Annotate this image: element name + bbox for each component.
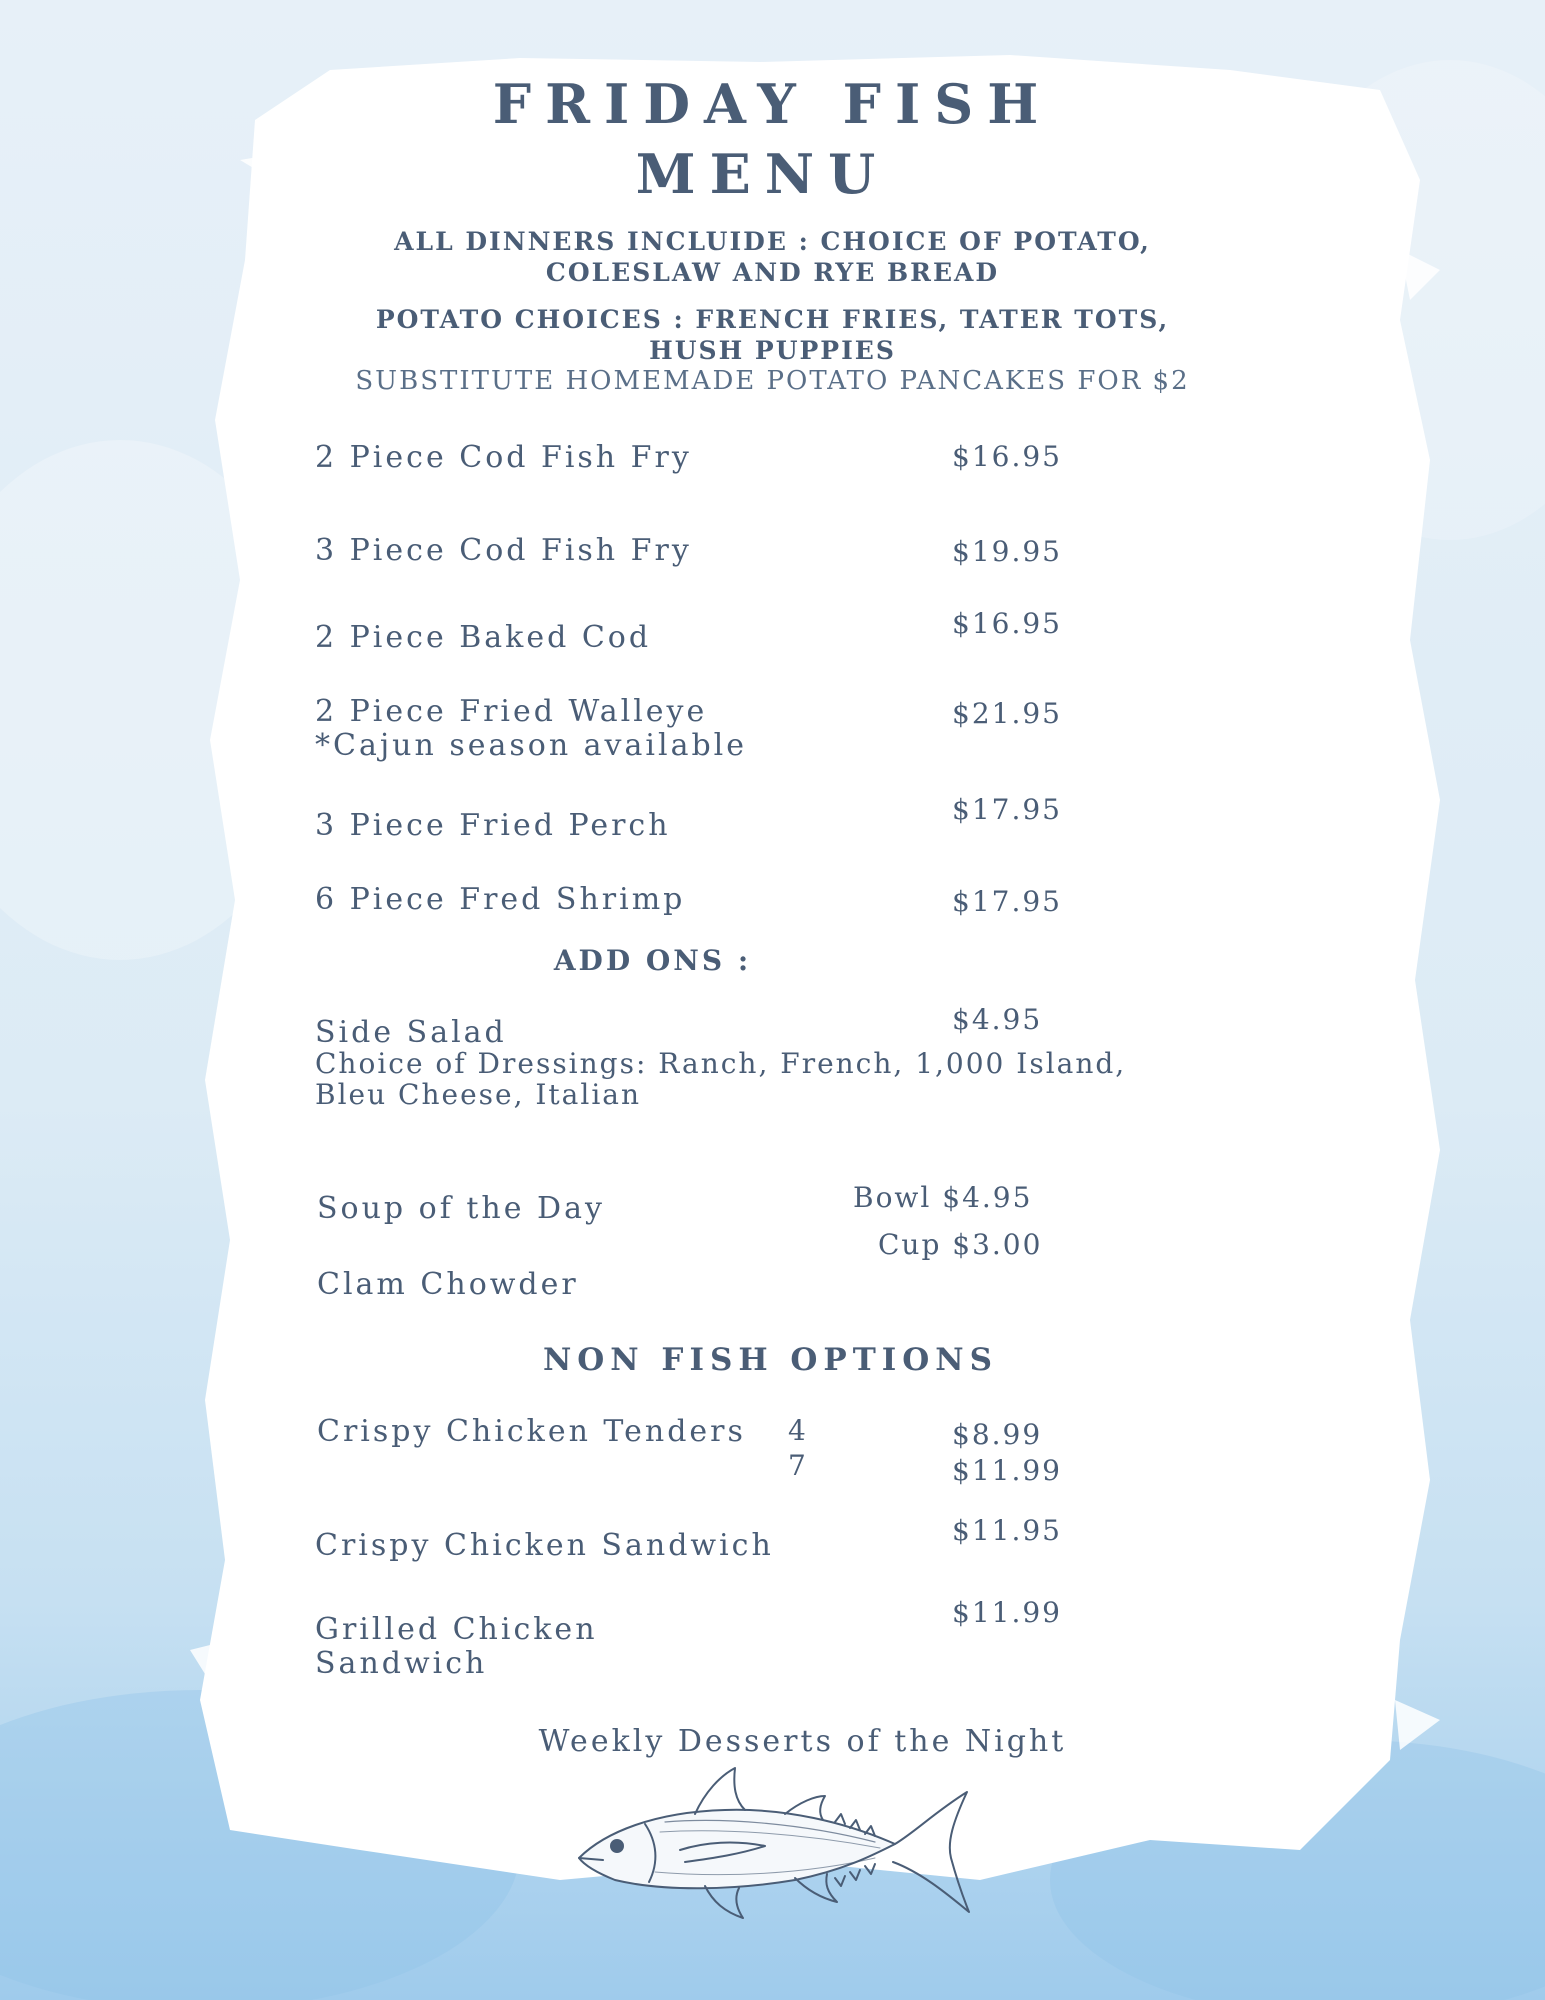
- tenders-count-7: 7: [788, 1449, 808, 1482]
- menu-item-name: Clam Chowder: [317, 1267, 579, 1302]
- tenders-price-4: $8.99: [952, 1418, 1043, 1451]
- menu-item-price: $11.95: [952, 1514, 1062, 1547]
- menu-item-price: $16.95: [952, 607, 1062, 640]
- menu-item-price: $11.99: [952, 1596, 1062, 1629]
- menu-item-name: 3 Piece Cod Fish Fry: [315, 533, 692, 568]
- menu-item-name: Crispy Chicken Tenders: [317, 1414, 746, 1449]
- potato-choices-line2: HUSH PUPPIES: [649, 336, 896, 365]
- menu-item-name: Soup of the Day: [317, 1191, 605, 1226]
- dressings-line1: Choice of Dressings: Ranch, French, 1,000 Island,: [315, 1047, 1127, 1080]
- dinner-includes-line2: COLESLAW AND RYE BREAD: [545, 258, 1000, 287]
- menu-item-price: $17.95: [952, 885, 1062, 918]
- soup-cup-price: Cup $3.00: [878, 1228, 1043, 1261]
- weekly-desserts: Weekly Desserts of the Night: [538, 1724, 1067, 1759]
- menu-item-price: $16.95: [952, 440, 1062, 473]
- menu-item-name: 2 Piece Baked Cod: [315, 620, 652, 655]
- menu-item-price: $21.95: [952, 697, 1062, 730]
- menu-item-name: Crispy Chicken Sandwich: [315, 1528, 774, 1563]
- menu-item-name: Side Salad: [315, 1015, 507, 1050]
- dressings-line2: Bleu Cheese, Italian: [315, 1078, 642, 1111]
- menu-item-price: $17.95: [952, 793, 1062, 826]
- menu-item-note: *Cajun season available: [315, 728, 748, 763]
- tenders-count-4: 4: [788, 1414, 808, 1447]
- dinner-includes-line1: ALL DINNERS INCLUIDE : CHOICE OF POTATO,: [394, 227, 1151, 256]
- menu-item-name-cont: Sandwich: [315, 1646, 488, 1681]
- menu-item-name: 3 Piece Fried Perch: [315, 808, 671, 843]
- non-fish-heading: NON FISH OPTIONS: [542, 1342, 999, 1378]
- tuna-fish-icon: [575, 1762, 975, 1932]
- substitute-note: SUBSTITUTE HOMEMADE POTATO PANCAKES FOR $2: [355, 366, 1190, 396]
- menu-item-price: $4.95: [952, 1003, 1043, 1036]
- menu-item-name: Grilled Chicken: [315, 1612, 598, 1647]
- potato-choices-line1: POTATO CHOICES : FRENCH FRIES, TATER TOTS,: [375, 305, 1170, 334]
- menu-title-line1: FRIDAY FISH: [492, 72, 1053, 136]
- add-ons-heading: ADD ONS :: [553, 944, 752, 977]
- tenders-price-7: $11.99: [952, 1454, 1062, 1487]
- soup-bowl-price: Bowl $4.95: [853, 1181, 1033, 1214]
- menu-title-line2: MENU: [635, 142, 890, 206]
- menu-item-price: $19.95: [952, 535, 1062, 568]
- menu-item-name: 2 Piece Fried Walleye: [315, 694, 708, 729]
- menu-item-name: 2 Piece Cod Fish Fry: [315, 440, 692, 475]
- menu-item-name: 6 Piece Fred Shrimp: [315, 882, 686, 917]
